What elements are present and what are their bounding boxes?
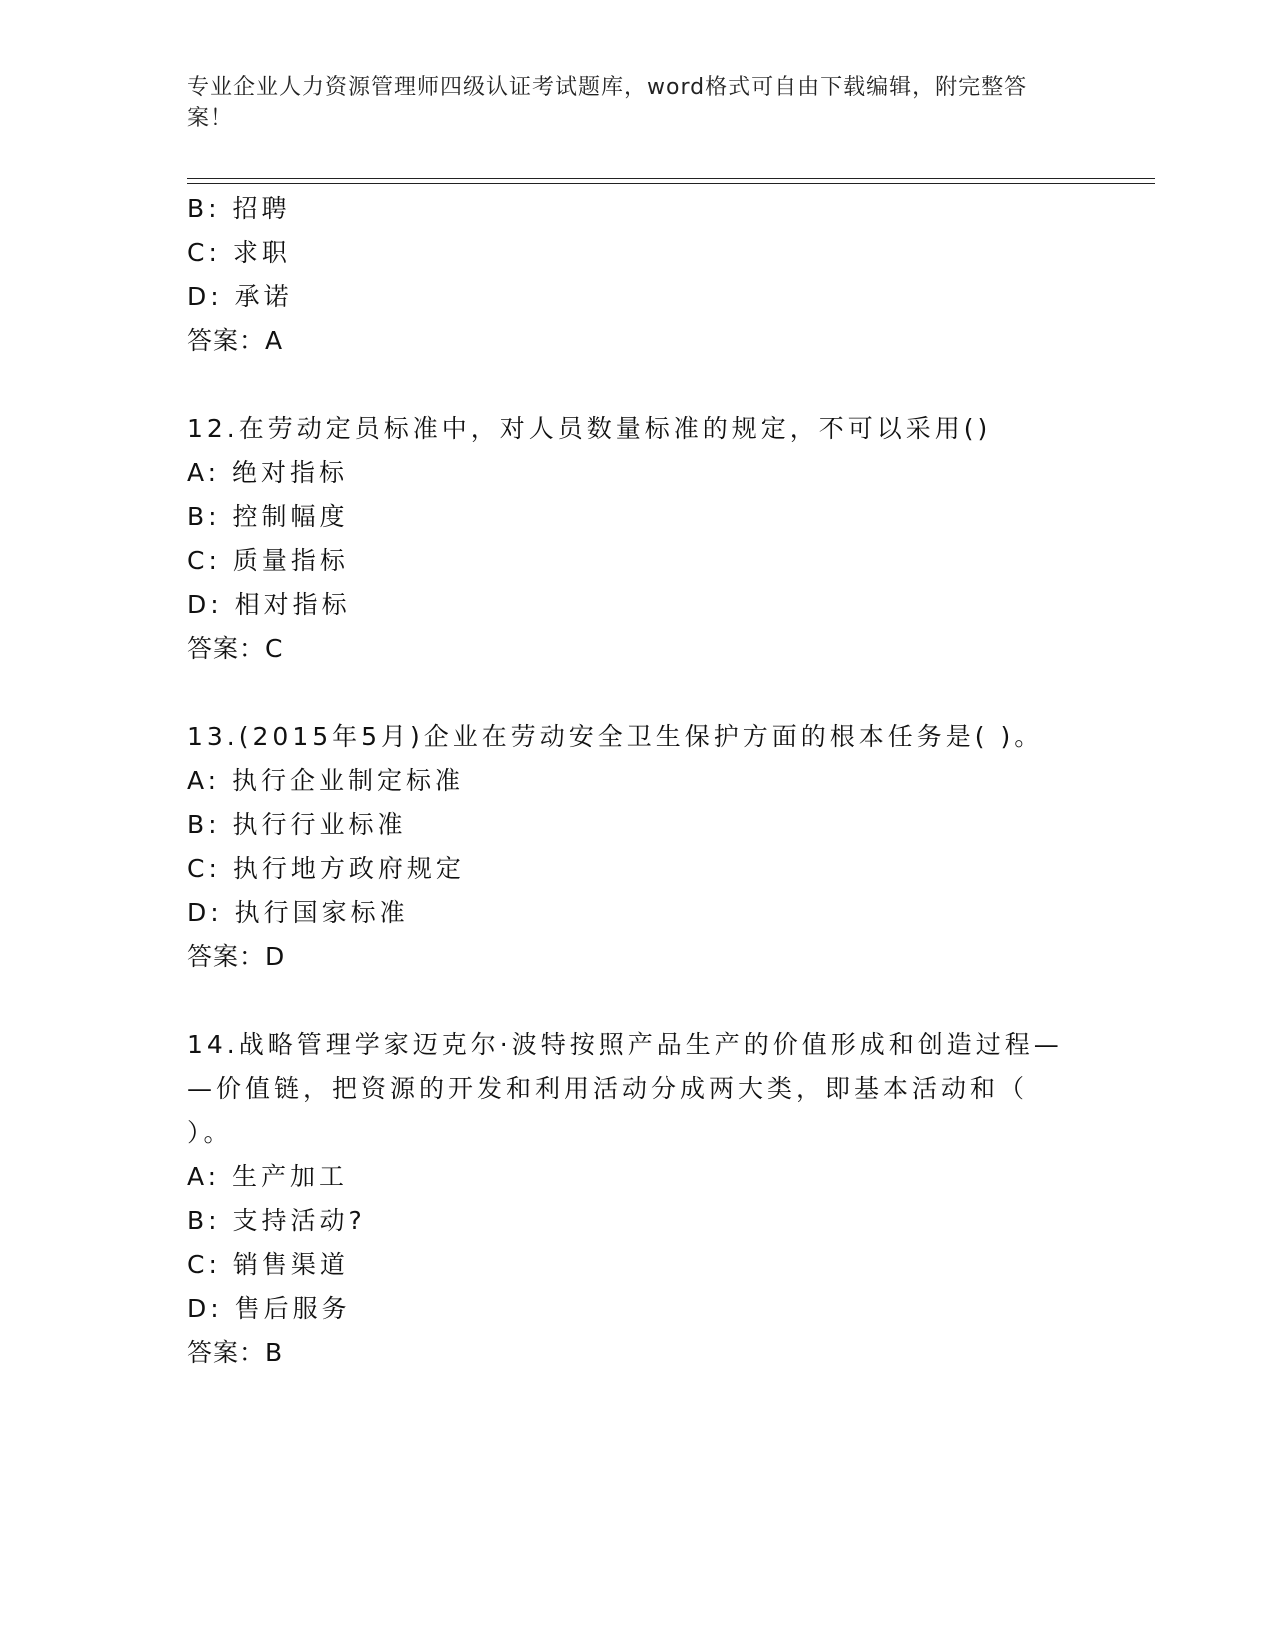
option-c: C: 执行地方政府规定 [187, 854, 465, 883]
option-d: D: 相对指标 [187, 590, 351, 619]
option-b: B: 控制幅度 [187, 502, 349, 531]
option-c: C: 销售渠道 [187, 1250, 349, 1279]
option-d: D: 售后服务 [187, 1294, 351, 1323]
option-a: A: 执行企业制定标准 [187, 766, 465, 795]
document-header: 专业企业人力资源管理师四级认证考试题库，word格式可自由下载编辑，附完整答案！ [187, 75, 1028, 131]
option-b: B: 招聘 [187, 194, 291, 223]
answer: 答案：C [187, 634, 284, 663]
option-b: B: 执行行业标准 [187, 810, 407, 839]
option-a: A: 绝对指标 [187, 458, 349, 487]
question-stem-line-3: ）。 [187, 1118, 233, 1147]
option-c: C: 求职 [187, 238, 291, 267]
header-divider-bottom [187, 183, 1155, 184]
question-stem-line-2: —价值链，把资源的开发和利用活动分成两大类，即基本活动和（ [187, 1074, 1029, 1103]
option-a: A: 生产加工 [187, 1162, 349, 1191]
answer: 答案：D [187, 942, 286, 971]
header-divider-top [187, 178, 1155, 179]
option-d: D: 执行国家标准 [187, 898, 409, 927]
option-c: C: 质量指标 [187, 546, 349, 575]
question-stem: 12.在劳动定员标准中，对人员数量标准的规定，不可以采用() [187, 414, 992, 443]
answer: 答案：B [187, 1338, 284, 1367]
option-d: D: 承诺 [187, 282, 293, 311]
question-stem: 13.(2015年5月)企业在劳动安全卫生保护方面的根本任务是( )。 [187, 722, 1044, 751]
option-b: B: 支持活动? [187, 1206, 366, 1235]
question-stem-line-1: 14.战略管理学家迈克尔·波特按照产品生产的价值形成和创造过程— [187, 1030, 1063, 1059]
answer: 答案：A [187, 326, 284, 355]
